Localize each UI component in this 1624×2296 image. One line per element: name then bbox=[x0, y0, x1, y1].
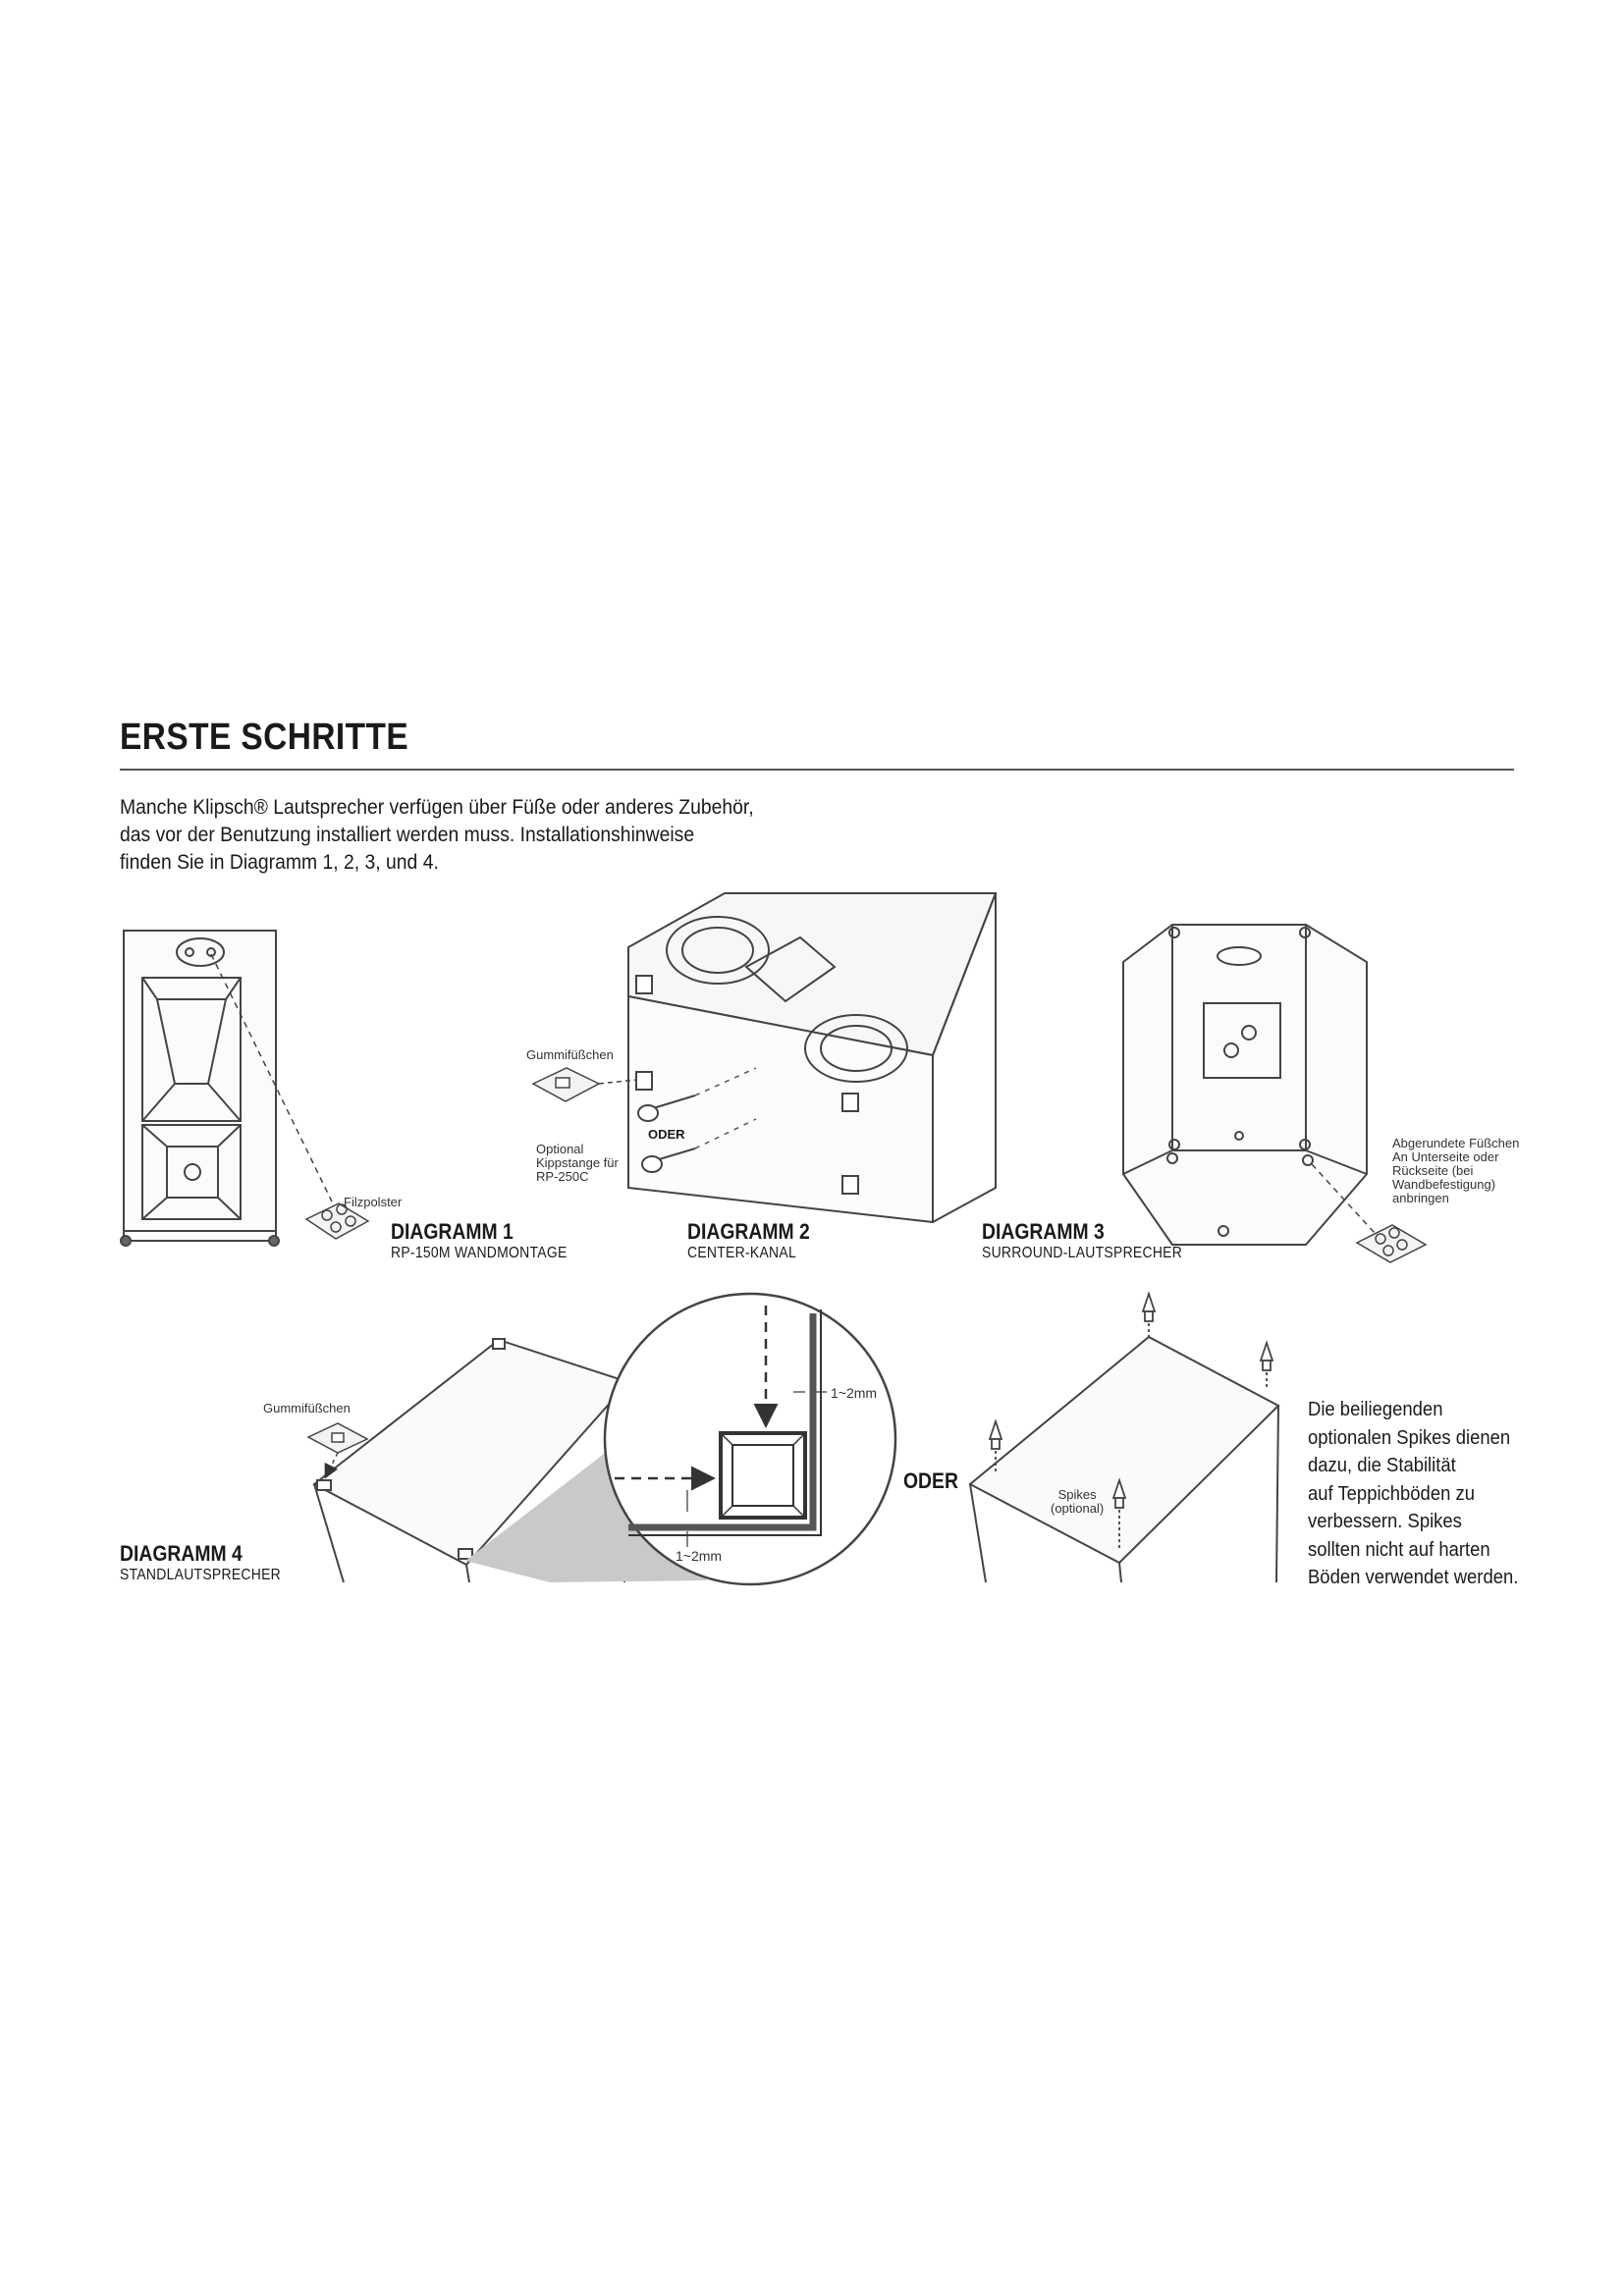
spikes-label-line: Spikes bbox=[1057, 1487, 1097, 1502]
round-feet-label-line: An Unterseite oder bbox=[1392, 1149, 1499, 1164]
diagram1-subtitle: RP-150M WANDMONTAGE bbox=[391, 1245, 568, 1261]
diagram4-subtitle: STANDLAUTSPRECHER bbox=[120, 1567, 282, 1583]
spikes-note-line: dazu, die Stabilität bbox=[1308, 1454, 1456, 1476]
diagram1-title: DIAGRAMM 1 bbox=[391, 1219, 514, 1244]
diagram2-speaker-drawing bbox=[628, 893, 996, 1222]
diagram2-or-label: ODER bbox=[648, 1127, 685, 1142]
diagram1-speaker-drawing bbox=[121, 931, 279, 1246]
tilt-rod-label-line: Kippstange für bbox=[536, 1155, 619, 1170]
diagram3-title: DIAGRAMM 3 bbox=[982, 1219, 1105, 1244]
spikes-note-line: sollten nicht auf harten bbox=[1308, 1537, 1490, 1561]
rubber-foot-sheet-2 bbox=[533, 1068, 599, 1101]
intro-line: Manche Klipsch® Lautsprecher verfügen über Füße oder anderes Zubehör, bbox=[120, 795, 754, 819]
spikes-note-line: verbessern. Spikes bbox=[1308, 1510, 1462, 1532]
spikes-note-line: optionalen Spikes dienen bbox=[1308, 1425, 1511, 1449]
intro-line: finden Sie in Diagramm 1, 2, 3, und 4. bbox=[120, 850, 439, 874]
round-feet-label bbox=[1392, 1137, 1519, 1205]
diagram4-or-label: ODER bbox=[903, 1468, 958, 1493]
intro-line: das vor der Benutzung installiert werden muss. Installationshinweise bbox=[120, 823, 695, 846]
tilt-rod-label-line: RP-250C bbox=[536, 1169, 589, 1184]
spikes-note bbox=[1308, 1396, 1529, 1592]
round-feet-sheet bbox=[1357, 1225, 1426, 1262]
tilt-rod-label bbox=[536, 1143, 619, 1184]
rubber-foot-sheet-4 bbox=[308, 1423, 367, 1453]
spikes-note-line: Böden verwendet werden. bbox=[1308, 1566, 1519, 1588]
gap-label-bottom: 1~2mm bbox=[676, 1548, 723, 1564]
round-feet-label-line: anbringen bbox=[1392, 1191, 1449, 1205]
round-feet-label-line: Rückseite (bei bbox=[1392, 1163, 1474, 1178]
diagram4-title: DIAGRAMM 4 bbox=[120, 1541, 243, 1566]
spikes-label bbox=[1051, 1488, 1104, 1516]
spikes-speaker-drawing bbox=[970, 1337, 1278, 1582]
diagram2-subtitle: CENTER-KANAL bbox=[687, 1245, 796, 1261]
round-feet-label-line: Abgerundete Füßchen bbox=[1392, 1136, 1520, 1150]
spikes-note-line: Die beiliegenden bbox=[1308, 1398, 1443, 1420]
page-title: ERSTE SCHRITTE bbox=[120, 717, 409, 758]
diagram3-subtitle: SURROUND-LAUTSPRECHER bbox=[982, 1245, 1183, 1261]
gap-label-right: 1~2mm bbox=[831, 1385, 878, 1401]
diagram3-speaker-drawing bbox=[1123, 925, 1367, 1245]
spikes-note-line: auf Teppichböden zu bbox=[1308, 1481, 1475, 1505]
diagram2-title: DIAGRAMM 2 bbox=[687, 1219, 810, 1244]
rubber-feet-label-4: Gummifüßchen bbox=[263, 1401, 351, 1415]
felt-pad-label: Filzpolster bbox=[344, 1195, 403, 1209]
rubber-feet-label-2: Gummifüßchen bbox=[526, 1047, 614, 1062]
tilt-rod-label-line: Optional bbox=[536, 1142, 584, 1156]
round-feet-label-line: Wandbefestigung) bbox=[1392, 1177, 1496, 1192]
spikes-label-line: (optional) bbox=[1051, 1501, 1105, 1516]
